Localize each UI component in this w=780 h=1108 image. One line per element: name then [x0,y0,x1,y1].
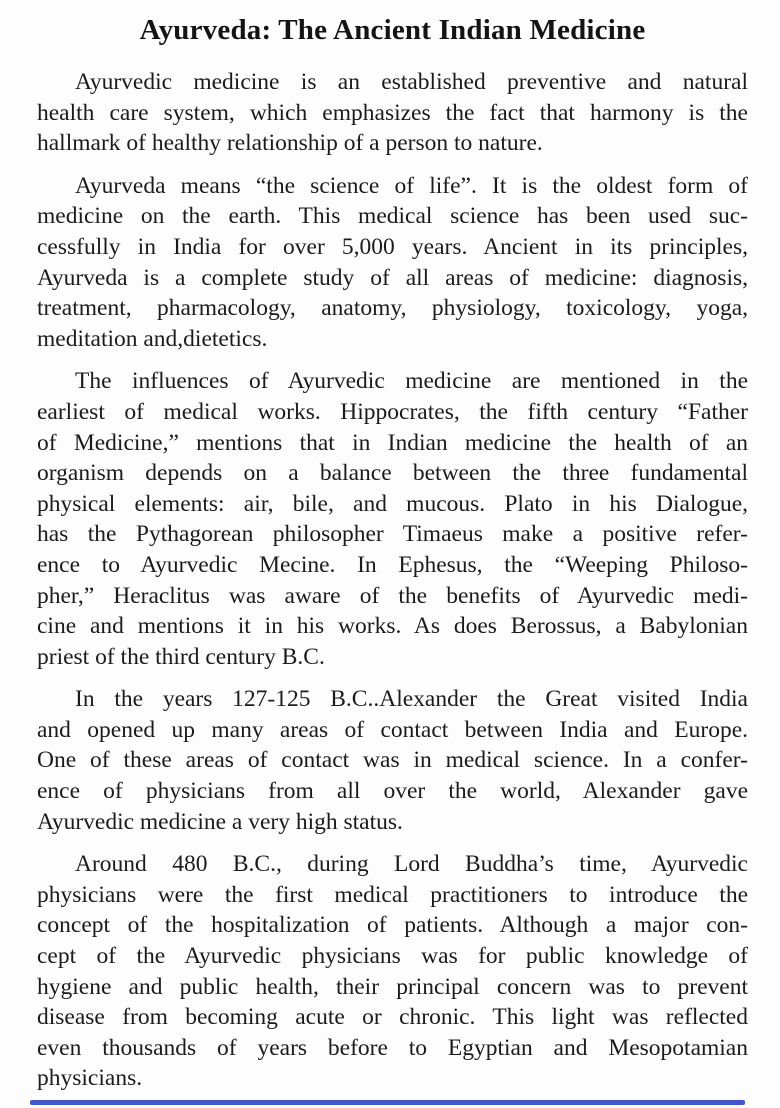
text-line: physical elements: air, bile, and mucous. Plato in his Dialogue, [37,490,748,517]
paragraph [37,366,748,672]
text-line: has the Pythagorean philosopher Timaeus make a positive refer- [37,521,748,548]
text-line: cine and mentions it in his works. As does Berossus, a Babylonian [37,613,748,640]
text-line: earliest of medical works. Hippocrates, the fifth century “Father [37,398,748,425]
text-line: concept of the hospitalization of patients. Although a major con- [37,912,748,939]
text-line: In the years 127-125 B.C..Alexander the Great visited India [75,686,748,713]
text-line: meditation and,dietetics. [37,325,268,352]
text-line: health care system, which emphasizes the fact that harmony is the [37,99,748,126]
bottom-blue-bar [30,1100,745,1105]
text-line: physicians. [37,1065,143,1092]
text-line: Ayurvedic medicine is an established preventive and natural [75,69,748,95]
text-line: disease from becoming acute or chronic. This light was reflected [37,1004,748,1031]
text-line: ence to Ayurvedic Mecine. In Ephesus, the “Weeping Philoso- [37,551,748,578]
text-line: One of these areas of contact was in medical science. In a confer- [37,747,748,774]
text-line: cept of the Ayurvedic physicians was for public knowledge of [37,943,748,970]
text-line: of Medicine,” mentions that in Indian medicine the health of an [37,429,748,456]
text-line: organism depends on a balance between the three fundamental [37,460,748,487]
text-line: Around 480 B.C., during Lord Buddha’s time, Ayurvedic [75,851,748,878]
text-line: Ayurvedic medicine a very high status. [37,808,403,835]
page-title: Ayurveda: The Ancient Indian Medicine [139,14,646,46]
text-line: Ayurveda is a complete study of all areas of medicine: diagnosis, [37,264,748,291]
text-line: treatment, pharmacology, anatomy, physiology, toxicology, yoga, [37,295,748,322]
paragraph [37,171,748,355]
text-line: ence of physicians from all over the world, Alexander gave [37,778,748,805]
text-line: medicine on the earth. This medical science has been used suc- [37,203,748,230]
text-line: pher,” Heraclitus was aware of the benefits of Ayurvedic medi- [37,582,748,609]
document-body [37,67,748,1094]
text-line: hallmark of healthy relationship of a person to nature. [37,130,543,157]
text-line: Ayurveda means “the science of life”. It is the oldest form of [75,172,748,199]
text-line: and opened up many areas of contact between India and Europe. [37,716,748,743]
text-line: priest of the third century B.C. [37,643,325,670]
text-line: The influences of Ayurvedic medicine are mentioned in the [75,368,748,395]
text-line: physicians were the first medical practitioners to introduce the [37,881,748,908]
paragraph [37,849,748,1094]
text-line: even thousands of years before to Egyptian and Mesopotamian [37,1034,748,1061]
text-line: hygiene and public health, their principal concern was to prevent [37,973,748,1000]
text-line: cessfully in India for over 5,000 years. Ancient in its principles, [37,233,748,260]
paragraph [37,684,748,837]
paragraph [37,67,748,159]
